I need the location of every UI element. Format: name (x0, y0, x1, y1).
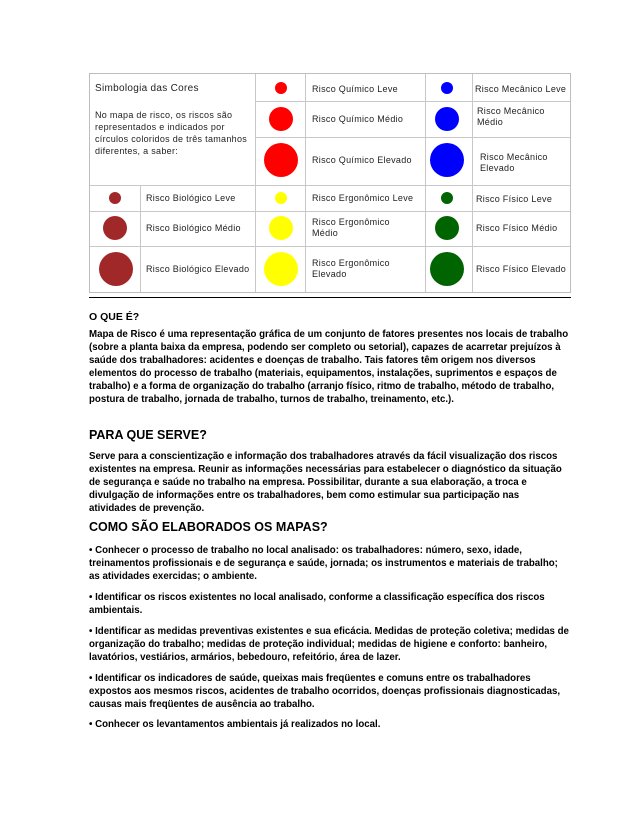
paragraph-o-que-e: Mapa de Risco é uma representação gráfica de um conjunto de fatores presentes nos locais de trabalho (sobre a planta baixa da empresa, podendo ser completo ou setorial), capazes de acarretar prejuízos à saúde dos trabalhadores: acidentes e doenças de trabalho. Tais fatores têm origem nos diversos elementos do processo de trabalho (materiais, equipamentos, instalações, suprimentos e espaços de trabalho) e a forma de organização do trabalho (arranjo físico, ritmo de trabalho, método de trabalho, postura de trabalho, jornada de trabalho, turnos de trabalho, treinamento, etc.). (89, 329, 569, 405)
quimico-medio-label: Risco Químico Médio (312, 114, 404, 124)
ergonomico-elevado-dot (264, 252, 298, 286)
bullet-item: • Identificar os indicadores de saúde, queixas mais freqüentes e comuns entre os trabalhadores expostos aos mesmos riscos, acidentes de trabalho ocorridos, doenças profissionais diagnosticadas, causas mais freqüentes de ausência ao trabalho. (89, 673, 561, 710)
ergonomico-elevado-label: Risco Ergonômico Elevado (312, 258, 390, 279)
mecanico-medio-label: Risco Mecânico Médio (477, 106, 545, 127)
biologico-leve-dot (109, 192, 121, 204)
fisico-medio-dot (435, 216, 459, 240)
mecanico-elevado-label: Risco Mecânico Elevado (480, 152, 548, 173)
mecanico-leve-dot (441, 82, 453, 94)
heading-como-sao-elaborados: COMO SÃO ELABORADOS OS MAPAS? (89, 520, 328, 534)
ergonomico-leve-dot (275, 192, 287, 204)
biologico-medio-dot (103, 216, 127, 240)
ergonomico-medio-dot (269, 216, 293, 240)
bullet-item: • Conhecer o processo de trabalho no local analisado: os trabalhadores: número, sexo, idade, treinamentos profissionais e de segurança e saúde, jornada; os instrumentos e materiais de trabalho; as atividades exercidas; o ambiente. (89, 545, 558, 582)
biologico-elevado-dot (99, 252, 133, 286)
fisico-elevado-label: Risco Físico Elevado (476, 264, 567, 274)
ergonomico-leve-label: Risco Ergonômico Leve (312, 193, 414, 203)
bullet-item: • Conhecer os levantamentos ambientais já realizados no local. (89, 719, 381, 730)
fisico-leve-label: Risco Físico Leve (476, 194, 553, 204)
mecanico-elevado-dot (430, 143, 464, 177)
mecanico-medio-dot (435, 107, 459, 131)
risk-color-legend (89, 73, 571, 293)
quimico-elevado-dot (264, 143, 298, 177)
legend-title: Simbologia das Cores (95, 83, 199, 94)
fisico-leve-dot (441, 192, 453, 204)
heading-o-que-e: O QUE É? (89, 311, 140, 323)
bullet-item: • Identificar as medidas preventivas existentes e sua eficácia. Medidas de proteção coletiva; medidas de organização do trabalho; medidas de proteção individual; medidas de higiene e conforto: banheiro, lavatórios, vestiários, armários, bebedouro, refeitório, área de lazer. (89, 626, 569, 663)
fisico-medio-label: Risco Físico Médio (476, 223, 558, 233)
biologico-leve-label: Risco Biológico Leve (146, 193, 236, 203)
paragraph-para-que-serve: Serve para a conscientização e informação dos trabalhadores através da fácil visualização dos riscos existentes na empresa. Reunir as informações necessárias para estabelecer o diagnóstico da situação de segurança e saúde no trabalho na empresa. Possibilitar, durante a sua elaboração, a troca e divulgação de informações entre os trabalhadores, bem como estimular sua participação nas atividades de prevenção. (89, 451, 562, 514)
quimico-elevado-label: Risco Químico Elevado (312, 155, 412, 165)
legend-description: No mapa de risco, os riscos são representados e indicados por círculos coloridos de três tamanhos diferentes, a saber: (95, 110, 248, 156)
biologico-elevado-label: Risco Biológico Elevado (146, 264, 250, 274)
quimico-medio-dot (269, 107, 293, 131)
quimico-leve-dot (275, 82, 287, 94)
mecanico-leve-label: Risco Mecânico Leve (475, 84, 567, 94)
ergonomico-medio-label: Risco Ergonômico Médio (312, 217, 390, 238)
fisico-elevado-dot (430, 252, 464, 286)
section-divider (89, 297, 571, 298)
biologico-medio-label: Risco Biológico Médio (146, 223, 241, 233)
quimico-leve-label: Risco Químico Leve (312, 84, 398, 94)
heading-para-que-serve: PARA QUE SERVE? (89, 428, 207, 442)
bullet-item: • Identificar os riscos existentes no local analisado, conforme a classificação específica dos riscos ambientais. (89, 592, 545, 616)
